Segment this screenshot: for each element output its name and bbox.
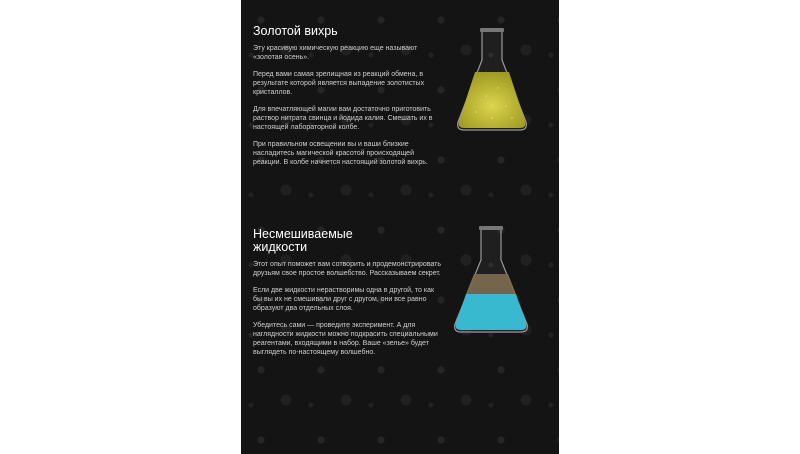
paragraph: Этот опыт поможет вам сотворить и продемонстрировать друзьям свое простое волшебство. Рассказываем секрет. [253,261,442,277]
section-title-line: жидкости [253,240,308,254]
section-title [253,228,443,254]
paragraph: Перед вами самая зрелищная из реакций обмена, в результате которой является выпадение золотистых кристаллов. [253,71,425,96]
paragraph: Для впечатляющей магии вам достаточно приготовить раствор нитрата свинца и йодида калия. Смешать их в настоящей лабораторной колбе. [253,106,433,131]
section-title: Золотой вихрь [253,24,338,38]
paragraph: Если две жидкости нерастворимы одна в другой, то как бы вы их не смешивали друг с другом, они все равно образуют два отдельных слоя. [253,287,435,312]
paragraph: Убедитесь сами — проведите эксперимент. А для наглядности жидкости можно подкрасить специальными реагентами, входящими в набор. Ваше «зелье» будет выглядеть по-настоящему волшебно. [253,322,438,356]
section-immiscible-liquids [253,228,443,365]
section-golden-vortex [253,25,443,175]
chemistry-page [241,0,559,454]
paragraph: Эту красивую химическую реакцию еще называют «золотая осень». [253,45,418,61]
flask-layered-icon [441,224,541,339]
section-title-line: Несмешиваемые [253,227,353,241]
paragraph: При правильном освещении вы и ваши близкие насладитесь магической красотой происходящей реакции. В колбе начнется настоящий золотой вихрь. [253,141,428,166]
flask-gold-icon [446,26,538,136]
